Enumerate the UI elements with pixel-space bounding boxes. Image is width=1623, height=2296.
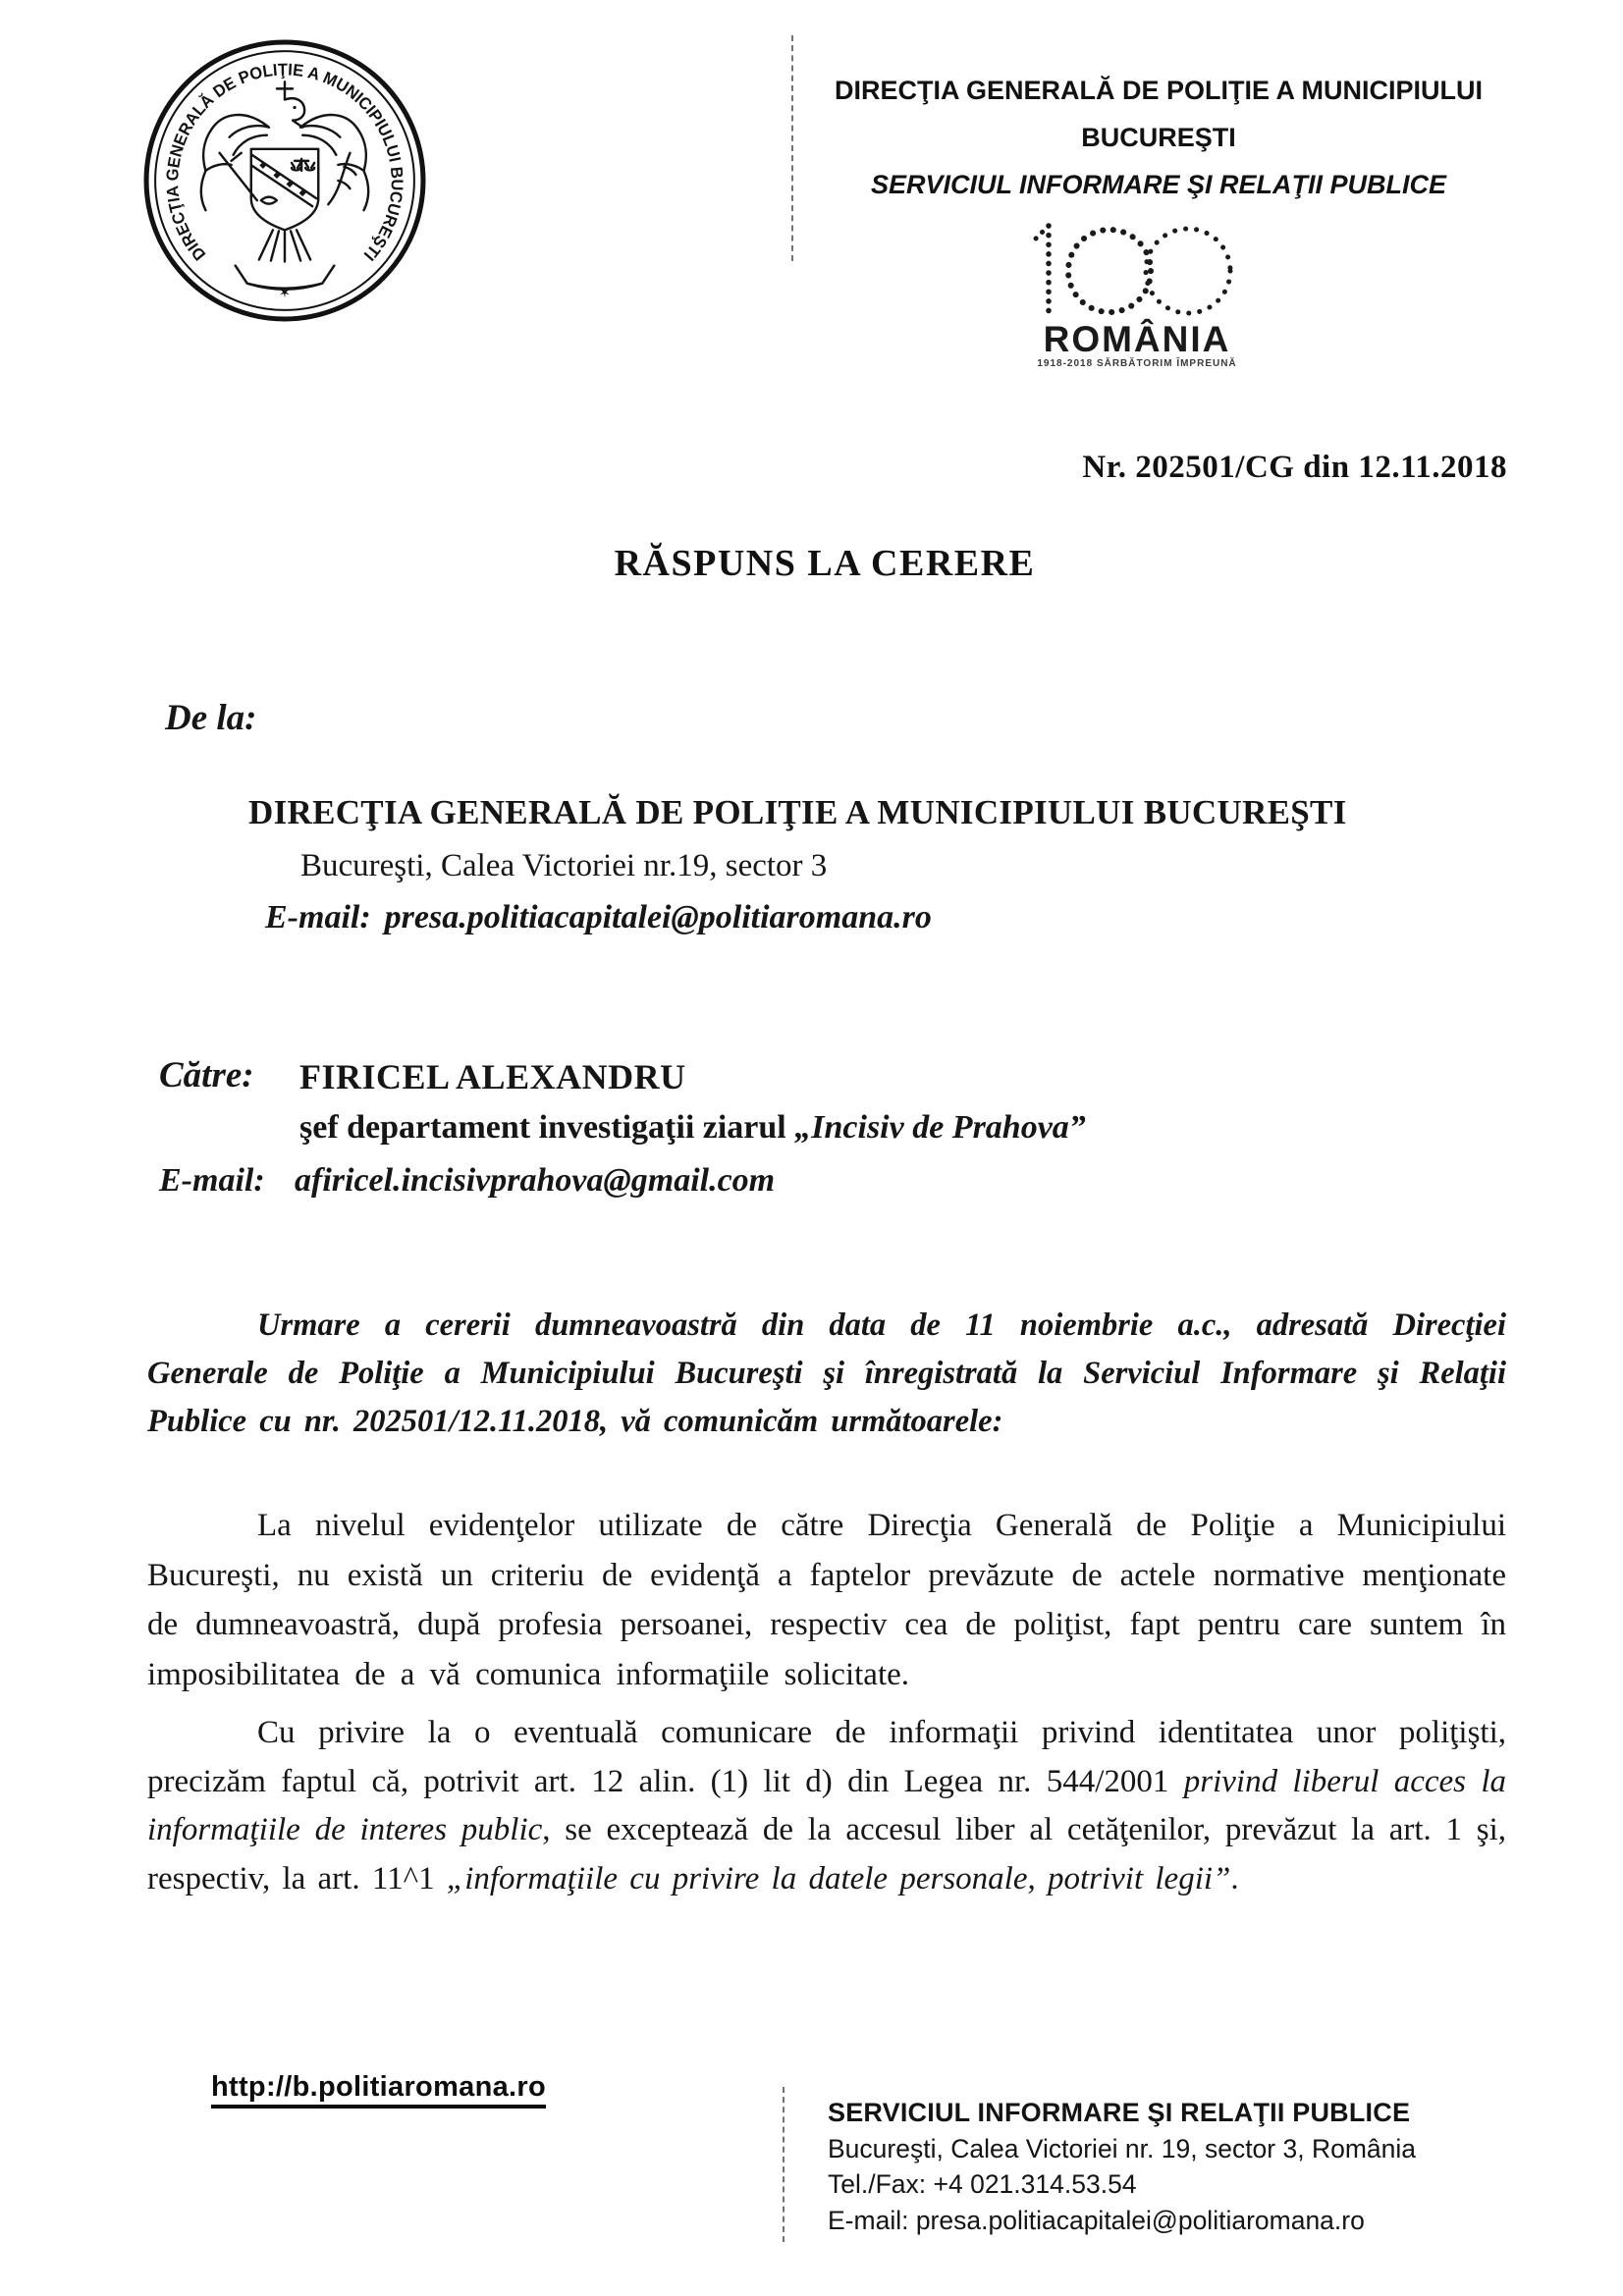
document-title: RĂSPUNS LA CERERE [614, 543, 1036, 584]
footer-contact-block [828, 2095, 1495, 2238]
from-email-value: presa.politiacapitalei@politiaromana.ro [384, 899, 932, 935]
paragraph3-text: , se exceptează de la accesul liber al cetăţenilor, prevăzut la art. 1 şi, respectiv, la art. 11^1 [147, 1812, 1506, 1896]
footer-website-link: http://b.politiaromana.ro [211, 2071, 546, 2109]
from-address: Bucureşti, Calea Victoriei nr.19, sector 3 [300, 848, 828, 883]
centenary-wordmark: ROMÂNIA [1043, 319, 1231, 359]
to-publication-name: „Incisiv de Prahova” [794, 1109, 1086, 1146]
footer-vertical-divider [783, 2087, 784, 2242]
from-email-line [265, 899, 932, 936]
to-role-text: şef departament investigaţii ziarul [299, 1109, 795, 1146]
letterhead-service-line: SERVICIUL INFORMARE ŞI RELAŢII PUBLICE [870, 170, 1447, 199]
seal-ring-text: DIRECŢIA GENERALĂ DE POLIŢIE A MUNICIPIULUI BUCUREŞTI [163, 60, 406, 265]
from-email-label: E-mail: [265, 899, 371, 935]
letter-body [147, 1302, 1506, 1903]
footer-service-name: SERVICIUL INFORMARE ŞI RELAŢII PUBLICE [828, 2098, 1411, 2127]
police-seal-icon [140, 35, 429, 326]
footer-phone: Tel./Fax: +4 021.314.53.54 [828, 2169, 1137, 2199]
to-email-value: afiricel.incisivprahova@gmail.com [295, 1162, 776, 1199]
to-label: Către: [159, 1055, 254, 1095]
centenary-100-dots-icon [1036, 226, 1230, 316]
from-organization: DIRECŢIA GENERALĂ DE POLIŢIE A MUNICIPIULUI BUCUREŞTI [248, 793, 1347, 831]
body-paragraph-3 [147, 1709, 1506, 1903]
letterhead [821, 67, 1496, 208]
footer-email: E-mail: presa.politiacapitalei@politiaromana.ro [828, 2205, 1365, 2235]
letterhead-org-line1: DIRECŢIA GENERALĂ DE POLIŢIE A MUNICIPIULUI [834, 76, 1483, 105]
letterhead-org-line2: BUCUREŞTI [1081, 123, 1236, 152]
footer-address: Bucureşti, Calea Victoriei nr. 19, sector 3, România [828, 2133, 1416, 2163]
paragraph3-text: Cu privire la o eventuală comunicare de informaţii privind identitatea unor poliţişti, precizăm faptul că, potrivit art. 12 alin. (1) lit d) din Legea nr. 544/2001 [147, 1715, 1506, 1799]
paragraph3-text: . [1230, 1860, 1239, 1896]
paragraph3-law-title: privind liberul acces la informaţiile de interes public [147, 1763, 1506, 1847]
body-paragraph-2: La nivelul evidenţelor utilizate de către Direcţia Generală de Poliţie a Municipiului Bucureşti, nu există un criteriu de evidenţă a faptelor prevăzute de actele normative menţionate de dumneavoastră, după profesia persoanei, respectiv cea de poliţist, fapt pentru care suntem în imposibilitatea de a vă comunica informaţiile solicitate. [147, 1508, 1506, 1692]
seal-bottom-star-icon: ✶ [278, 285, 292, 301]
paragraph3-quotation: „informaţiile cu privire la datele personale, potrivit legii” [446, 1860, 1231, 1896]
to-email-label: E-mail: [159, 1162, 265, 1199]
to-recipient-role [299, 1109, 1086, 1147]
registration-number: Nr. 202501/CG din 12.11.2018 [1082, 450, 1507, 485]
seal-eagle-emblem [201, 81, 368, 289]
body-paragraph-1: Urmare a cererii dumneavoastră din data de 11 noiembrie a.c., adresată Direcţiei Generale de Poliţie a Municipiului Bucureşti şi înregistrată la Serviciul Informare şi Relaţii Publice cu nr. 202501/12.11.2018, vă comunicăm următoarele: [147, 1308, 1506, 1439]
centenary-tagline: 1918-2018 SĂRBĂTORIM ÎMPREUNĂ [1037, 358, 1237, 369]
romania-centenary-logo [1031, 212, 1243, 371]
from-label: De la: [165, 698, 257, 738]
header-vertical-divider [791, 35, 793, 261]
to-recipient-name: FIRICEL ALEXANDRU [299, 1057, 686, 1096]
